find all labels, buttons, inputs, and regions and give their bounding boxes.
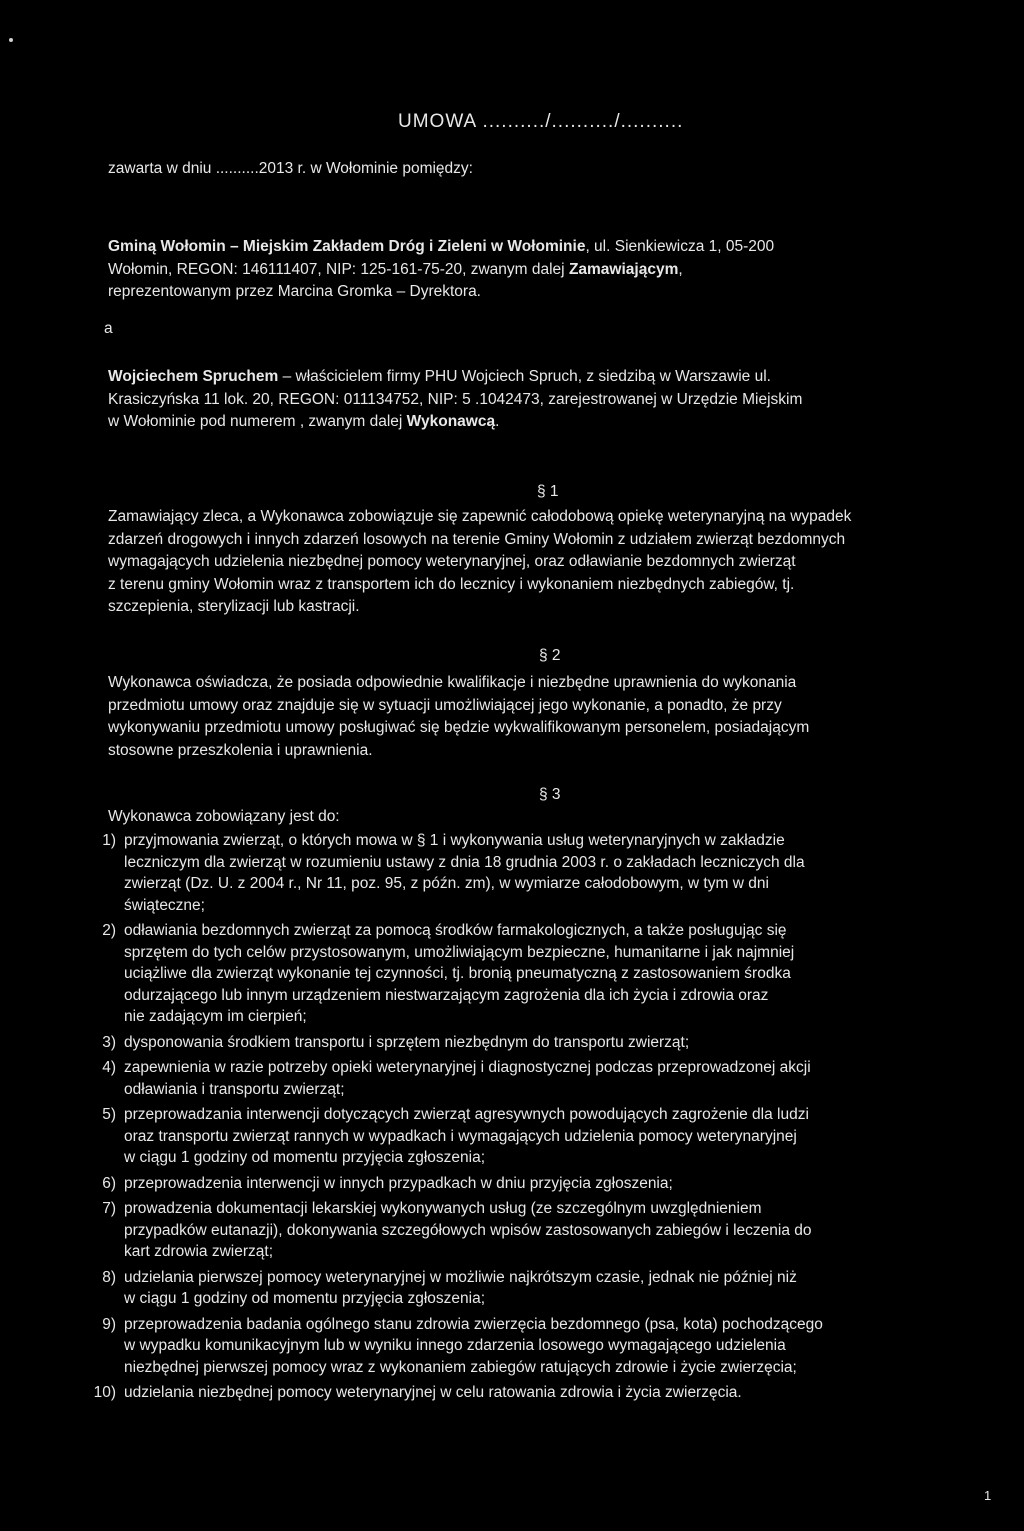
section-1-row: zdarzeń drogowych i innych zdarzeń losowych na terenie Gminy Wołomin z udziałem zwierząt bezdomnych bbox=[108, 530, 846, 548]
section-2-label: § 2 bbox=[539, 647, 561, 664]
list-item-number: 3) bbox=[102, 1033, 116, 1051]
list-item-row: zapewnienia w razie potrzeby opieki weterynaryjnej i diagnostycznej podczas przeprowadzonej akcji bbox=[124, 1059, 811, 1076]
section-2-row: stosowne przeszkolenia i uprawnienia. bbox=[108, 741, 373, 759]
list-item-row: odławiania bezdomnych zwierząt za pomocą środków farmakologicznych, a także posługując się bbox=[124, 922, 787, 939]
section-1-row: szczepienia, sterylizacji lub kastracji. bbox=[108, 598, 360, 615]
list-item-row: niezbędnej pierwszej pomocy wraz z wykonaniem zabiegów ratujących zdrowie i życie zwierzęcia; bbox=[124, 1358, 797, 1376]
list-item-row: dysponowania środkiem transportu i sprzętem niezbędnym do transportu zwierząt; bbox=[124, 1033, 690, 1051]
list-item bbox=[86, 920, 980, 1028]
list-item-row: prowadzenia dokumentacji lekarskiej wykonywanych usług (ze szczególnym uwzględnieniem bbox=[124, 1200, 762, 1217]
section-2-text bbox=[108, 672, 980, 762]
party1-block bbox=[108, 236, 980, 304]
list-item-row: udzielania niezbędnej pomocy weterynaryjnej w celu ratowania zdrowia i życia zwierzęcia. bbox=[124, 1384, 742, 1401]
list-item-row: udzielania pierwszej pomocy weterynaryjnej w możliwie najkrótszym czasie, jednak nie później niż bbox=[124, 1268, 797, 1286]
page-title: UMOWA ........../........../.......... bbox=[398, 111, 684, 132]
list-item-number: 10) bbox=[93, 1384, 116, 1401]
party2-row: Wojciechem Spruchem – właścicielem firmy PHU Wojciech Spruch, z siedzibą w Warszawie ul. bbox=[108, 368, 771, 385]
list-item bbox=[86, 1314, 980, 1379]
scan-speck bbox=[9, 38, 13, 42]
list-item-row: leczniczym dla zwierząt w rozumieniu ustawy z dnia 18 grudnia 2003 r. o zakładach leczniczych dla bbox=[124, 853, 805, 871]
list-item bbox=[86, 1382, 980, 1404]
section-1-row: Zamawiający zleca, a Wykonawca zobowiązuje się zapewnić całodobową opiekę weterynaryjną na wypadek bbox=[108, 508, 852, 525]
list-item-row: nie zadającym im cierpień; bbox=[124, 1008, 307, 1025]
list-item-row: w ciągu 1 godziny od momentu przyjęcia zgłoszenia; bbox=[124, 1149, 485, 1166]
list-item-number: 1) bbox=[102, 832, 116, 849]
list-item-number: 6) bbox=[102, 1174, 116, 1192]
list-item-row: oraz transportu zwierząt rannych w wypadkach i wymagających udzielenia pomocy weterynaryjnej bbox=[124, 1127, 797, 1145]
list-item-row: przeprowadzania interwencji dotyczących zwierząt agresywnych powodujących zagrożenie dla ludzi bbox=[124, 1106, 809, 1123]
party1-row: Wołomin, REGON: 146111407, NIP: 125-161-75-20, zwanym dalej Zamawiającym, bbox=[108, 260, 683, 278]
list-item-number: 7) bbox=[102, 1200, 116, 1217]
intro-line: zawarta w dniu ..........2013 r. w Wołominie pomiędzy: bbox=[108, 160, 473, 177]
list-item-row: odurzającego lub innym urządzeniem niestwarzającym zagrożenia dla ich życia i zdrowia oraz bbox=[124, 986, 769, 1004]
list-item-row: uciążliwe dla zwierząt wykonanie tej czynności, tj. bronią pneumatyczną z zastosowaniem środka bbox=[124, 965, 791, 982]
list-item-row: sprzętem do tych celów przystosowanym, umożliwiającym bezpieczne, humanitarne i jak najmniej bbox=[124, 943, 795, 961]
party1-row: reprezentowanym przez Marcina Gromka – Dyrektora. bbox=[108, 283, 481, 300]
list-item bbox=[86, 1173, 980, 1195]
list-item-row: przeprowadzenia interwencji w innych przypadkach w dniu przyjęcia zgłoszenia; bbox=[124, 1174, 673, 1192]
list-item bbox=[86, 1198, 980, 1263]
list-item-row: przypadków eutanazji), dokonywania szczegółowych wpisów zastosowanych zabiegów i leczenia do bbox=[124, 1221, 812, 1239]
section-1-label: § 1 bbox=[537, 483, 559, 500]
list-item bbox=[86, 1057, 980, 1100]
section-2-row: przedmiotu umowy oraz znajduje się w sytuacji umożliwiającej jego wykonanie, a ponadto, że przy bbox=[108, 696, 782, 714]
section-2-row: wykonywaniu przedmiotu umowy posługiwać się będzie wykwalifikowanym personelem, posiadającym bbox=[108, 719, 810, 736]
list-item-number: 9) bbox=[102, 1315, 116, 1333]
section-3-lead: Wykonawca zobowiązany jest do: bbox=[108, 808, 340, 825]
list-item bbox=[86, 1267, 980, 1310]
party2-block bbox=[108, 366, 980, 434]
party1-row: Gminą Wołomin – Miejskim Zakładem Dróg i Zieleni w Wołominie, ul. Sienkiewicza 1, 05-200 bbox=[108, 238, 775, 255]
list-item-row: kart zdrowia zwierząt; bbox=[124, 1243, 274, 1260]
obligations-list bbox=[86, 830, 980, 1408]
list-item bbox=[86, 830, 980, 916]
list-item bbox=[86, 1032, 980, 1054]
section-2-row: Wykonawca oświadcza, że posiada odpowiednie kwalifikacje i niezbędne uprawnienia do wykonania bbox=[108, 674, 797, 691]
list-item-number: 5) bbox=[102, 1106, 116, 1123]
list-item-row: w wypadku komunikacyjnym lub w wyniku innego zdarzenia losowego wymagającego udzielenia bbox=[124, 1337, 786, 1354]
list-item-row: zwierząt (Dz. U. z 2004 r., Nr 11, poz. 95, z późn. zm), w wymiarze całodobowym, w tym w dni bbox=[124, 875, 769, 892]
list-item-row: odławiania i transportu zwierząt; bbox=[124, 1080, 345, 1098]
list-item bbox=[86, 1104, 980, 1169]
list-item-row: w ciągu 1 godziny od momentu przyjęcia zgłoszenia; bbox=[124, 1290, 485, 1307]
party2-row: w Wołominie pod numerem , zwanym dalej Wykonawcą. bbox=[108, 413, 500, 430]
section-1-row: wymagających udzielenia niezbędnej pomocy weterynaryjnej, oraz odławianie bezdomnych zwierząt bbox=[108, 553, 796, 570]
page-number: 1 bbox=[984, 1488, 992, 1503]
list-item-row: przeprowadzenia badania ogólnego stanu zdrowia zwierzęcia bezdomnego (psa, kota) pochodzącego bbox=[124, 1315, 823, 1333]
section-1-text bbox=[108, 506, 980, 619]
list-item-row: przyjmowania zwierząt, o których mowa w § 1 i wykonywania usług weterynaryjnych w zakładzie bbox=[124, 832, 785, 849]
party2-row: Krasiczyńska 11 lok. 20, REGON: 011134752, NIP: 5 .1042473, zarejestrowanej w Urzędzie Miejskim bbox=[108, 390, 803, 408]
and-conjunction: a bbox=[104, 320, 113, 337]
list-item-row: świąteczne; bbox=[124, 896, 205, 914]
section-1-row: z terenu gminy Wołomin wraz z transportem ich do lecznicy i wykonaniem niezbędnych zabiegów, tj. bbox=[108, 575, 795, 593]
list-item-number: 2) bbox=[102, 922, 116, 939]
section-3-label: § 3 bbox=[539, 786, 561, 803]
list-item-number: 8) bbox=[102, 1268, 116, 1286]
list-item-number: 4) bbox=[102, 1059, 116, 1076]
